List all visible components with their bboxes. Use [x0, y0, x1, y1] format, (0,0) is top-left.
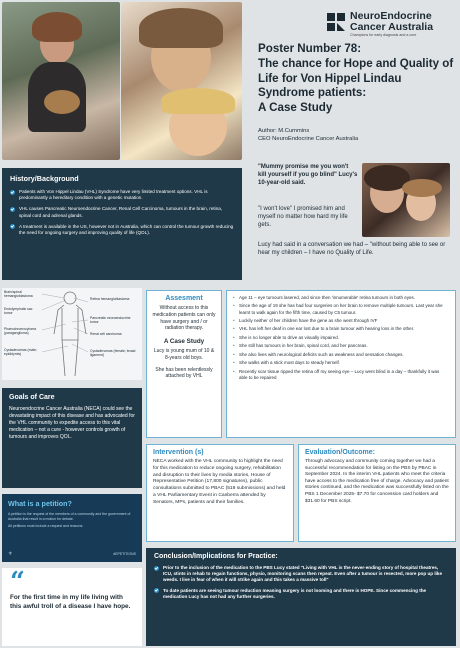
evaluation-heading: Evaluation/Outcome: [305, 449, 376, 456]
petition-text-2: All petitions must include a request and reasons. [8, 524, 84, 529]
petition-heading: What is a petition? [8, 499, 72, 508]
list-item: • Since the age of 19 she has had four surgeries on her brain to remove multiple tumours. Last year she learnt to walk again for the fifth time, caused by C5 tumour. [233, 303, 449, 315]
list-item: • She is no longer able to drive as visually impaired. [233, 335, 449, 341]
assessment-heading: Assesment [165, 295, 203, 302]
org-tagline: Champions for early diagnosis and a cure [350, 33, 417, 37]
history-item: VHL causes Pancreatic Neuroendocrine Cancer, Renal Cell Carcinoma, tumours in the brain, retina, spinal cord and adrenal glands. [10, 206, 234, 218]
case-list-box [226, 290, 456, 438]
petition-footer [8, 551, 136, 557]
history-item: Patients with Von Hippel Lindau (VHL) Syndrome have very limited treatment options. VHL is predominantly a hereditary condition with a genetic mutation. [10, 189, 234, 201]
intervention-text: NECA worked with the VHL community to highlight the need for this medication to reduce ongoing surgery, rehabilitation and disruption to their lives by media stories, House of Representative Petition (17,800 signatures), public consultations submitted to PBAC (519 submissions) and held a VHL Parliamentary Event in Canberra attended by Senators, MPs, patients and their families. [153, 459, 286, 505]
bottom-quote-text: For the first time in my life living with this awful troll of a disease I have hope. [10, 594, 131, 610]
case-study-text-1: Lucy is young mum of 10 & 8-years old boys. [153, 348, 215, 361]
logo-mark-icon [326, 12, 346, 32]
list-item: • Luckily neither of her children have the gene as she went through IVF [233, 318, 449, 324]
goals-text: Neuroendocrine Cancer Australia (NECA) could see the devastating impact of this disease and has advocated for the VHL community to expedite access to this vital medication – not a cure - however controls growth of tumours and improves QOL. [9, 406, 135, 440]
body-label: Brain/spinal hemangioblastoma [4, 290, 33, 299]
org-logo [326, 10, 456, 40]
body-label: Cystadenomas (male; epididymis) [4, 348, 37, 357]
check-icon [10, 224, 15, 229]
body-label: Phaeochromocytoma (paraganglioma) [4, 327, 37, 336]
org-name-line2: Cancer Australia [350, 21, 434, 33]
list-item: • VHL has left her deaf in one ear lost due to a brain tumour with hearing loss in the other. [233, 326, 449, 332]
history-heading: History/Background [10, 174, 79, 183]
evaluation-text: Through advocacy and community coming together we had a successful recommendation for listing on the PBS by PBAC in September 2024. In the interim VHL patients who meet the criteria have access to the medication free of charge. Advocacy and patient stories continued, and the medication was successfully listed on the PBS 1 December 2025- $7.70 for concession card holders and $31.60 for PBS script. [305, 459, 449, 504]
check-icon [10, 190, 15, 195]
goals-heading: Goals of Care [9, 394, 55, 401]
evaluation-box [298, 444, 456, 542]
body-label: Endolymphatic sac tumor [4, 307, 33, 316]
photo-woman-with-dog [2, 2, 120, 160]
top-quote-1: "Mummy promise me you won't kill yourself if you go blind" Lucy's 10-year-old said. [258, 164, 358, 187]
check-icon [10, 207, 15, 212]
assessment-box [146, 290, 222, 438]
conclusion-item: To date patients are seeing tumour reduction meaning surgery is not looming and there is HOPE. Since commencing the medication Lucy has not had any further surgeries. [154, 588, 448, 600]
list-item: • Age 11 – eye tumours lasered, and since then 'innumerable' retina tumours in both eyes. [233, 295, 449, 301]
case-list [233, 295, 449, 381]
body-label: Cystadenomas (female; broad ligament) [90, 349, 136, 358]
photo-woman-with-child [121, 2, 242, 160]
check-icon [154, 588, 159, 593]
body-label: Retina hemangioblastoma [90, 297, 130, 301]
conclusion-heading: Conclusion/Implications for Practice: [154, 553, 278, 560]
list-item: • She also lives with neurological deficits such as weakness and sensation changes. [233, 352, 449, 358]
petition-text-1: A petition is the request of the members of a community and the government of Australia that result in a motion for debate. [8, 512, 131, 521]
list-item: • Recently scar tissue ripped the retina off my seeing eye – Lucy went blind in a day – thankfully it was able to be repaired [233, 369, 449, 381]
body-label: Renal cell carcinoma [90, 332, 122, 336]
photo-mother-and-son [362, 163, 450, 237]
poster-title: Poster Number 78: The chance for Hope and Quality of Life for Von Hippel Lindau Syndrome patients: A Case Study [258, 42, 454, 115]
top-quote-3: Lucy had said in a conversation we had – "without being able to see or hear my children – I have no Quality of Life. [258, 242, 446, 257]
poster-author-role: CEO NeuroEndocrine Cancer Australia [258, 136, 359, 142]
case-study-heading: A Case Study [163, 338, 205, 345]
quote-mark-icon: “ [10, 567, 25, 597]
list-item: • She walks with a stick most days to steady herself. [233, 360, 449, 366]
history-panel [2, 168, 242, 280]
conclusion-panel [146, 548, 456, 646]
petition-body [8, 512, 136, 529]
list-item: • She still has tumours in her brain, spinal cord, and her pancreas. [233, 343, 449, 349]
conclusion-item: Prior to the inclusion of the medication to the PBS Lucy stated "Living with VHL is the never-ending story of hospital theatres, ICU, stints in rehab to regain functions, physio, monitoring scans then repeat. Even after a tumour is resected, more pop up like weeds. I live in fear of when it will strike again and this takes a massive toll" [154, 565, 448, 584]
top-quote-2: "I won't love" I promised him and myself no matter how hard my life gets. [258, 206, 348, 229]
check-icon [154, 566, 159, 571]
assessment-text: Without access to this medication patients can only have surgery and / or radiation therapy. [152, 305, 216, 332]
goals-panel [2, 388, 142, 488]
poster-author: Author: M.Cummins [258, 128, 310, 134]
case-study-text-2: She has been relentlessly attached by VHL [155, 366, 213, 380]
petition-hashtag: #EPETITIONS [113, 552, 136, 556]
parliament-crest-icon: ⚜ [8, 551, 13, 557]
intervention-heading: Intervention (s) [153, 449, 204, 456]
petition-panel [2, 494, 142, 562]
intervention-box [146, 444, 294, 542]
history-item: A treatment is available in the US, however not in Australia, which can control the tumour growth reducing the need for ongoing surgery and improving quality of life (QOL). [10, 224, 234, 236]
bottom-quote [2, 568, 142, 646]
vhl-body-diagram [2, 288, 142, 380]
body-label: Pancreatic neuroendocrine tumor [90, 316, 131, 325]
conclusion-list [154, 565, 448, 600]
org-name-line1: NeuroEndocrine [350, 10, 432, 22]
history-list [10, 189, 234, 236]
